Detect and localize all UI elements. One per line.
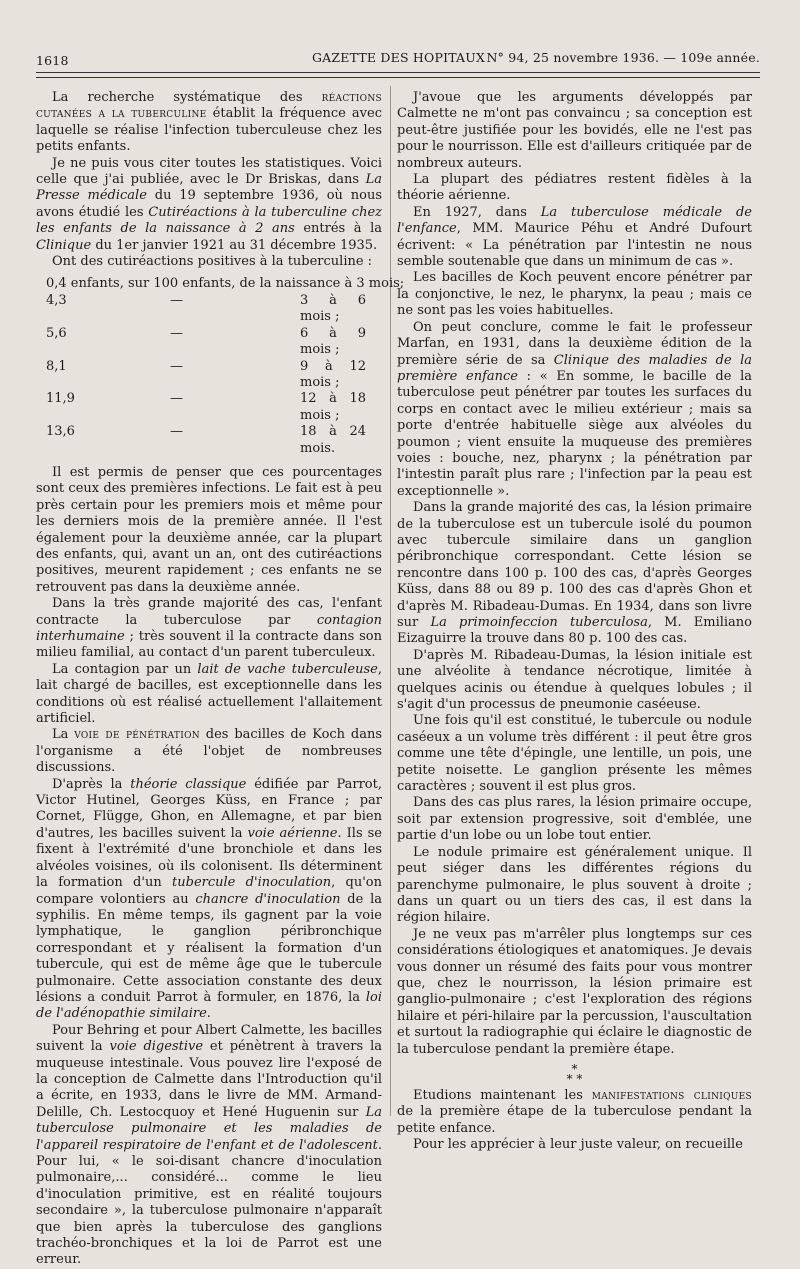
issue-info: N° 94, 25 novembre 1936. — 109e année. [486,50,760,65]
paragraph: Ont des cutiréactions positives à la tuberculine : [52,254,373,270]
paragraph: Je ne puis vous citer toutes les statistiques. Voici celle que j'ai publiée, avec le Dr Briskas, dans La Presse médicale du 19 septembre 1936, où nous avons étudié les Cutiréactions à la tuberculine chez les enfants de la naissance à 2 ans entrés à la Clinique du 1er janvier 1921 au 31 décembre 1935. [36,155,382,253]
table-row: 11,9 — 12 à 18 mois ; [46,391,366,423]
table-row: 5,6 — 6 à 9 mois ; [46,325,366,358]
paragraph: D'après la théorie classique édifiée par Parrot, Victor Hutinel, Georges Küss, en France ; par Cornet, Flügge, Ghon, en Allemagne, et par bien d'autres, les bacilles suivent la voie aérienne. Ils se fixent à l'extrémité d'une bronchiole et dans les alvéoles voisines, où ils colonisent. Ils déterminent la formation d'un tubercule d'inoculation, qu'on compare volontiers au chancre d'inoculation de la syphilis. En même temps, ils gagnent par la voie lymphatique, le ganglion péribronchique correspondant et y réalisent la formation d'un tubercule, qui est de même âge que le tubercule pulmonaire. Cette association constante des deux lésions a conduit Parrot à formuler, en 1876, la loi de l'adénopathie similaire. [36,776,382,1022]
header-rule-bottom [36,77,760,78]
paragraph: La plupart des pédiatres restent fidèles à la théorie aérienne. [397,172,752,204]
table-row: 8,1 — 9 à 12 mois ; [46,358,366,390]
table-row: 4,3 — 3 à 6 mois ; [46,292,366,325]
paragraph: On peut conclure, comme le fait le professeur Marfan, en 1931, dans la deuxième édition de la première série de sa Clinique des maladies de la première enfance : « En somme, le bacille de la tuberculose peut pénétrer par toutes les surfaces du corps en contact avec le milieu extérieur ; mais sa porte d'entrée habituelle siège aux alvéoles du poumon ; vient ensuite la muqueuse des premières voies : bouche, nez, pharynx ; la pénétration par l'intestin paraît plus rare ; l'infection par la peau est exceptionnelle ». [397,319,752,499]
paragraph: Dans la très grande majorité des cas, l'enfant contracte la tuberculose par contagion interhumaine ; très souvent il la contracte dans son milieu familial, au contact d'un parent tuberculeux. [36,596,382,661]
paragraph: La voie de pénétration des bacilles de Koch dans l'organisme a été l'objet de nombreuses discussions. [36,727,383,776]
paragraph: Etudions maintenant les manifestations cliniques de la première étape de la tuberculose pendant la petite enfance. [397,1087,753,1136]
left-column [36,90,405,1269]
paragraph: Je ne veux pas m'arrêler plus longtemps sur ces considérations étiologiques et anatomiques. Je devais vous donner un résumé des faits pour vous montrer que, chez le nourrisson, la lésion primaire est ganglio-pulmonaire ; c'est l'exploration des régions hilaire et péri-hilaire par la percussion, l'auscultation et surtout la radiographie qui éclaire le diagnostic de la tuberculose pendant la première étape. [397,926,752,1057]
paragraph: Il est permis de penser que ces pourcentages sont ceux des premières infections. Le fait est à peu près certain pour les premiers mois et même pour les derniers mois de la première année. Il l'est également pour la deuxième année, car la plupart des enfants, qui, avant un an, ont des cutiréactions positives, meurent rapidement ; ces enfants ne se retrouvent pas dans la deuxième année. [36,464,382,595]
paragraph: La recherche systématique des réactions cutanées a la tuberculine établit la fréquence avec laquelle se réalise l'infection tuberculeuse chez les petits enfants. [36,90,383,155]
journal-title: GAZETTE DES HOPITAUX [312,50,486,65]
page-header [36,50,760,68]
table-row: 13,6 — 18 à 24 mois. [46,424,366,456]
paragraph: D'après M. Ribadeau-Dumas, la lésion initiale est une alvéolite à tendance nécrotique, limitée à quelques acinis ou étendue à quelques lobules ; il s'agit d'un processus de pneumonie caséeuse. [397,647,752,713]
paragraph: Les bacilles de Koch peuvent encore pénétrer par la conjonctive, le nez, le pharynx, la peau ; mais ce ne sont pas les voies habituelles. [397,270,752,319]
paragraph: Dans la grande majorité des cas, la lésion primaire de la tuberculose est un tubercule isolé du poumon avec tubercule similaire dans un ganglion péribronchique correspondant. Cette lésion se rencontre dans 100 p. 100 des cas, d'après Georges Küss, dans 88 ou 89 p. 100 des cas d'après Ghon et d'après M. Ribadeau-Dumas. En 1934, dans son livre sur La primoinfeccion tuberculosa, M. Emiliano Eizaguirre la trouve dans 80 p. 100 des cas. [397,500,752,647]
column-divider [390,86,391,1116]
paragraph: La contagion par un lait de vache tuberculeuse, lait chargé de bacilles, est exceptionnelle dans les conditions où est réalisé actuellement l'allaitement artificiel. [36,661,382,727]
right-column [397,90,752,1154]
statistics-table [46,276,405,456]
paragraph: J'avoue que les arguments développés par Calmette ne m'ont pas convaincu ; sa conception est peut-être justifiée pour les bovidés, elle ne l'est pas pour le nourrisson. Elle est d'ailleurs critiquée par de nombreux auteurs. [397,90,752,171]
paragraph: Pour les apprécier à leur juste valeur, on recueille [413,1137,743,1153]
paragraph: Dans des cas plus rares, la lésion primaire occupe, soit par extension progressive, soit d'emblée, une partie d'un lobe ou un lobe tout entier. [397,795,752,844]
table-row: 0,4 enfants, sur 100 enfants, de la naissance à 3 mois; [46,276,405,292]
section-separator: * * * [566,1061,583,1086]
paragraph: Une fois qu'il est constitué, le tubercule ou nodule caséeux a un volume très différent : il peut être gros comme une tête d'épingle, une lentille, un pois, une petite noisette. Le ganglion présente les mêmes caractères ; souvent il est plus gros. [397,713,752,795]
paragraph: Pour Behring et pour Albert Calmette, les bacilles suivent la voie digestive et pénètrent à travers la muqueuse intestinale. Vous pouvez lire l'exposé de la conception de Calmette dans l'Introduction qu'il a écrite, en 1933, dans le livre de MM. Armand-Delille, Ch. Lestocquoy et Hené Huguenin sur La tuberculose pulmonaire et les maladies de l'appareil respiratoire de l'enfant et de l'adolescent. Pour lui, « le soi-disant chancre d'inoculation pulmonaire,... considéré... comme le lieu d'inoculation primitive, est en réalité toujours secondaire », la tuberculose pulmonaire n'apparaît que bien après la tuberculose des ganglions trachéo-bronchiques et la loi de Parrot est une erreur. [36,1022,382,1268]
paragraph: Le nodule primaire est généralement unique. Il peut siéger dans les différentes régions du parenchyme pulmonaire, le plus souvent à droite ; dans un quart ou un tiers des cas, il est dans la région hilaire. [397,844,752,926]
header-rule-top [36,72,760,73]
page-number: 1618 [36,53,69,68]
paragraph: En 1927, dans La tuberculose médicale de l'enfance, MM. Maurice Péhu et André Dufourt écrivent: « La pénétration par l'intestin ne nous semble soutenable que dans un minimum de cas ». [397,204,752,270]
